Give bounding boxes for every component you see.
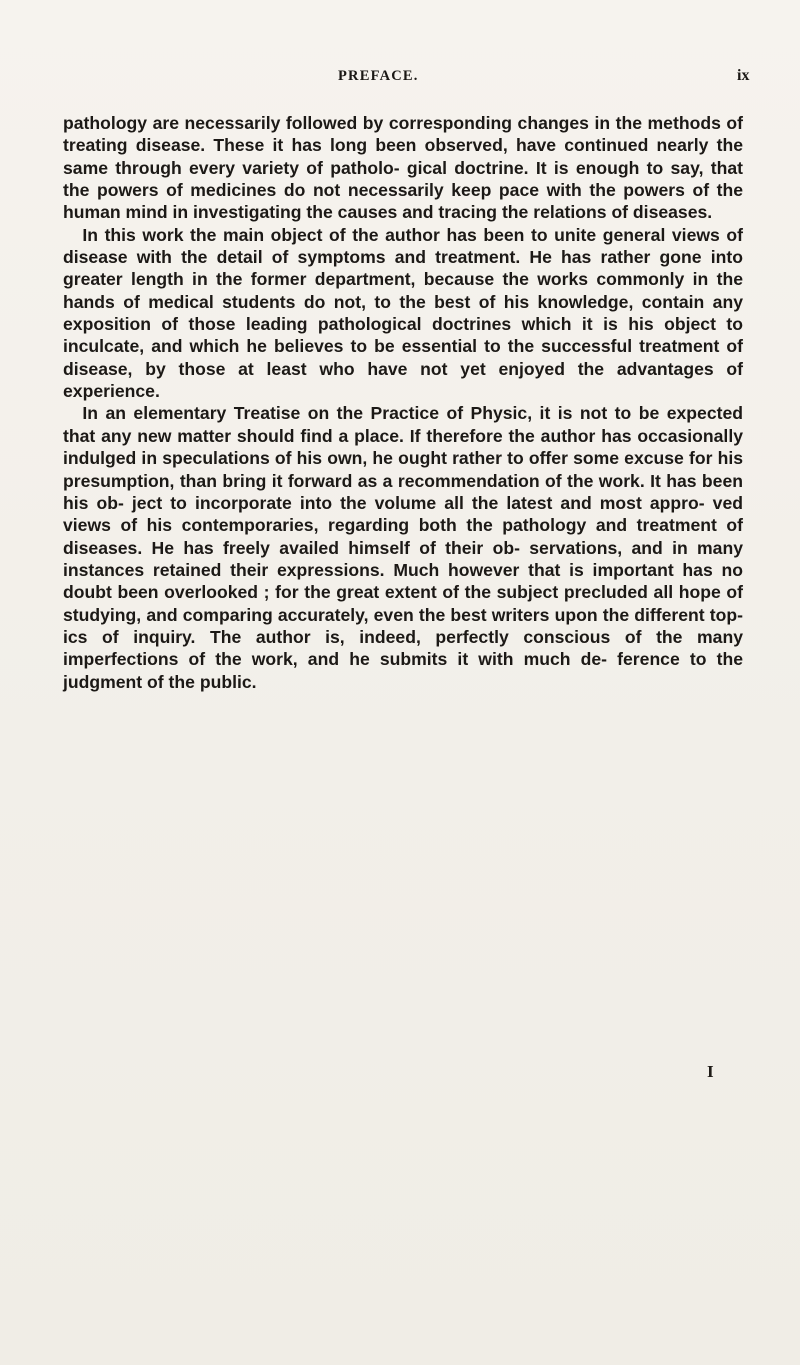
running-title: PREFACE. <box>338 68 419 84</box>
paragraph-continuation: pathology are necessarily followed by corresponding changes in the methods of treating disease. These it has long been observed, have continued nearly the same through every variety of patholo- gical doctrine. It is enough to say, that the powers of medicines do not necessarily keep pace with the powers of the human mind in investigating the causes and tracing the relations of diseases. <box>63 113 743 223</box>
preface-text <box>63 112 743 693</box>
author-initial: I <box>707 1062 714 1081</box>
running-head <box>0 66 800 86</box>
page-number: ix <box>737 67 750 84</box>
paragraph-main-object: In this work the main object of the author has been to unite general views of disease with the detail of symptoms and treatment. He has rather gone into greater length in the former department, because the works commonly in the hands of medical students do not, to the best of his knowledge, contain any exposition of those leading pathological doctrines which it is his object to inculcate, and which he believes to be essential to the successful treatment of disease, by those at least who have not yet enjoyed the advantages of experience. <box>63 224 743 402</box>
paragraph-elementary-treatise: In an elementary Treatise on the Practice of Physic, it is not to be expected that any new matter should find a place. If therefore the author has occasionally indulged in speculations of his own, he ought rather to offer some excuse for his presumption, than bring it forward as a recommendation of the work. It has been his ob- ject to incorporate into the volume all the latest and most appro- ved views of his contemporaries, regarding both the pathology and treatment of diseases. He has freely availed himself of their ob- servations, and in many instances retained their expressions. Much however that is important has no doubt been overlooked ; for the great extent of the subject precluded all hope of studying, and comparing accurately, even the best writers upon the different top- ics of inquiry. The author is, indeed, perfectly conscious of the many imperfections of the work, and he submits it with much de- ference to the judgment of the public. <box>63 403 743 692</box>
